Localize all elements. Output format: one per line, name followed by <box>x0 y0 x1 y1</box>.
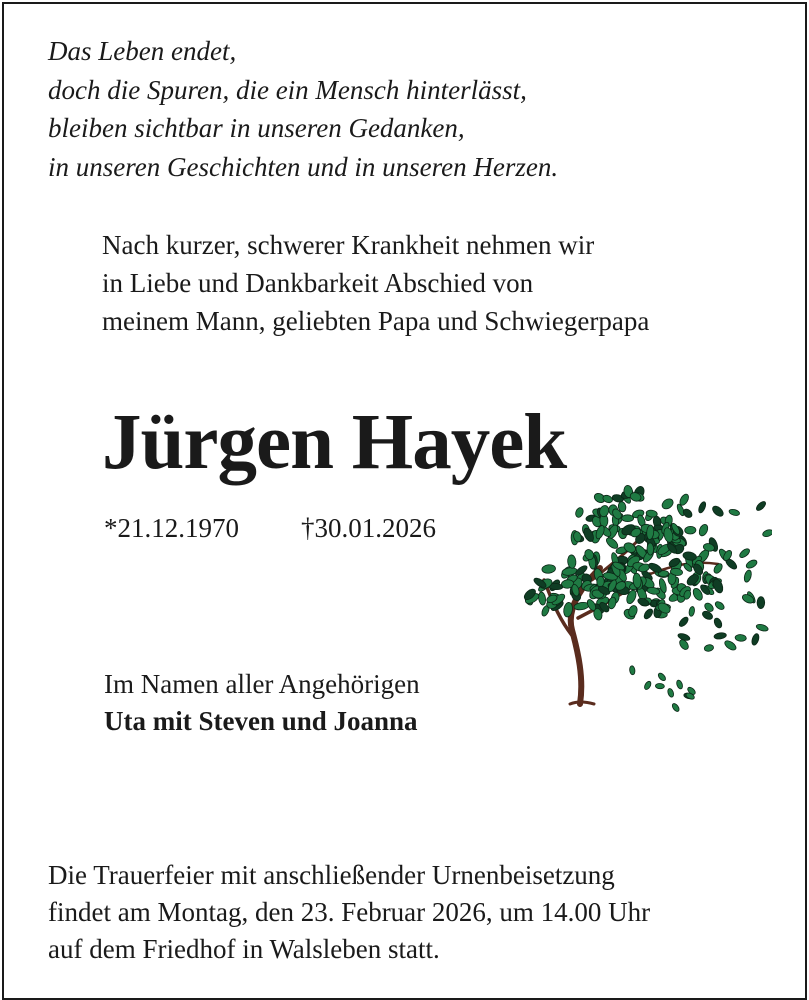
farewell-line: Nach kurzer, schwerer Krankheit nehmen wir <box>102 230 595 260</box>
obituary-notice <box>2 2 807 1000</box>
leaf <box>622 515 634 522</box>
poem <box>48 32 558 186</box>
poem-line: Das Leben endet, <box>48 36 237 66</box>
leaf <box>660 497 675 511</box>
deceased-name: Jürgen Hayek <box>102 399 567 486</box>
leaf <box>745 558 758 569</box>
leaf <box>688 606 695 617</box>
tree-leaves <box>522 485 772 713</box>
farewell-line: in Liebe und Dankbarkeit Abschied von <box>102 268 534 298</box>
leaf <box>751 633 761 646</box>
leaf <box>714 600 726 611</box>
poem-line: bleiben sichtbar in unseren Gedanken, <box>48 113 465 143</box>
funeral-line: auf dem Friedhof in Walsleben statt. <box>48 934 440 964</box>
leaf <box>678 616 690 628</box>
family-signature <box>104 666 420 740</box>
life-dates <box>104 509 436 547</box>
leaf <box>728 508 740 516</box>
leaf <box>762 528 772 537</box>
family-line: Im Namen aller Angehörigen <box>104 669 420 699</box>
leaf <box>714 632 727 640</box>
farewell-text <box>102 226 649 340</box>
death-date: †30.01.2026 <box>301 513 436 543</box>
poem-line: in unseren Geschichten und in unseren Herzen. <box>48 151 559 182</box>
leaf <box>671 702 680 712</box>
leaf <box>657 672 667 682</box>
leaf <box>698 523 710 537</box>
leaf <box>676 679 684 689</box>
leaf <box>574 507 584 519</box>
windblown-tree-icon <box>522 468 772 714</box>
leaf <box>756 623 769 632</box>
leaf <box>704 644 715 652</box>
funeral-details <box>48 857 650 968</box>
poem-line: doch die Spuren, die ein Mensch hinterlässt, <box>48 74 527 105</box>
funeral-line: Die Trauerfeier mit anschließender Urnenbeisetzung <box>48 860 615 890</box>
leaf <box>538 591 547 605</box>
leaf <box>738 547 751 559</box>
leaf <box>647 543 654 555</box>
leaf <box>541 564 555 574</box>
leaf <box>697 501 707 514</box>
family-names: Uta mit Steven und Joanna <box>104 706 418 736</box>
leaf <box>743 569 753 583</box>
leaf <box>667 688 675 698</box>
leaf <box>713 617 723 629</box>
leaf <box>755 500 767 512</box>
leaf <box>596 576 604 587</box>
leaf <box>735 634 747 641</box>
funeral-line: findet am Montag, den 23. Februar 2026, um 14.00 Uhr <box>48 897 651 927</box>
farewell-line: meinem Mann, geliebten Papa und Schwiegerpapa <box>102 306 650 336</box>
leaf <box>757 597 765 609</box>
leaf <box>655 683 664 689</box>
leaf <box>682 551 697 561</box>
leaf <box>629 665 635 675</box>
leaf <box>723 639 737 652</box>
leaf <box>643 680 652 690</box>
leaf <box>643 607 655 620</box>
leaf <box>711 504 725 518</box>
leaf <box>685 526 696 534</box>
birth-date: *21.12.1970 <box>104 513 239 543</box>
